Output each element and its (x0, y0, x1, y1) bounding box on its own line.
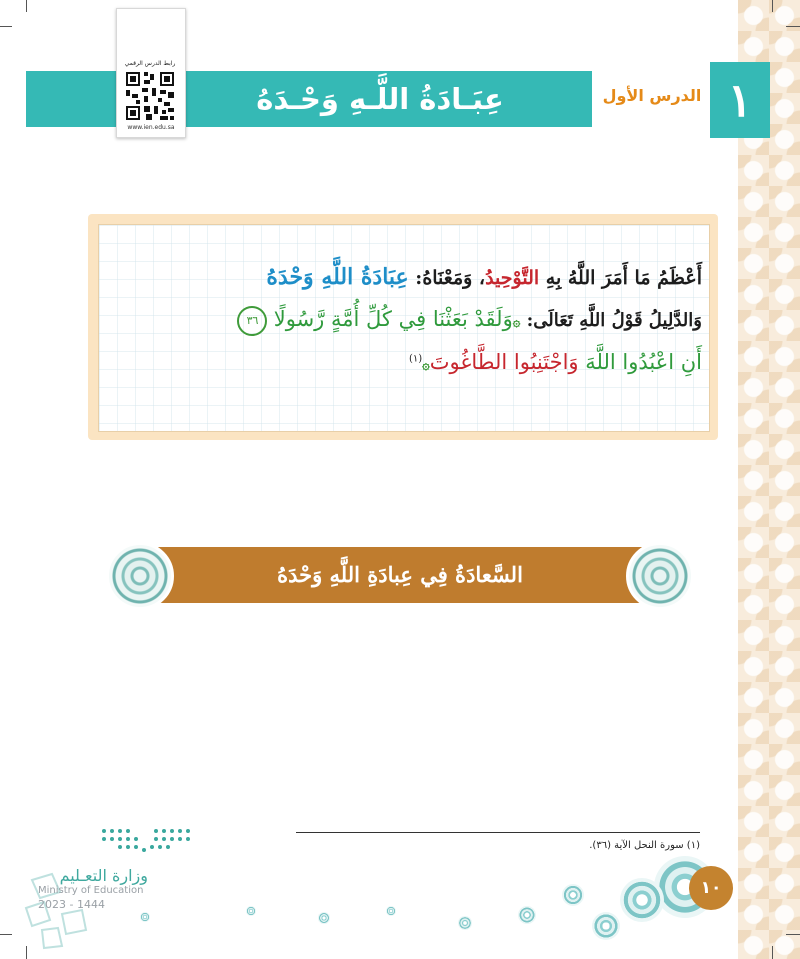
crop-mark (26, 0, 27, 12)
intro-text: أَعْظَمُ مَا أَمَرَ اللَّهُ بِهِ (539, 267, 702, 289)
medallion-left-icon (106, 542, 174, 610)
medallion-right-icon (626, 542, 694, 610)
ministry-name-arabic: وزارة التعـليم (59, 866, 148, 885)
qr-url: www.ien.edu.sa (127, 124, 175, 131)
verse-line-3 (409, 350, 702, 374)
page-number: ١٠ (689, 866, 733, 910)
ayah-number-badge: ٣٦ (237, 306, 267, 336)
lesson-number: ١ (710, 62, 770, 138)
ministry-name-english: Ministry of Education (38, 885, 144, 896)
rosette-icon (592, 912, 620, 940)
tawhid-highlight: التَّوْحِيدُ (485, 267, 540, 289)
evidence-text: وَالدَّلِيلُ قَوْلُ اللَّهِ تَعَالَى: (520, 310, 702, 331)
rosette-icon (318, 912, 330, 924)
section-title: السَّعادَةُ فِي عِبادَةِ اللَّهِ وَحْدَهُ (277, 562, 523, 587)
rosette-icon (386, 906, 396, 916)
crop-mark (0, 26, 12, 27)
qr-caption: رابط الدرس الرقمي (124, 60, 176, 67)
crop-mark (772, 946, 773, 959)
quran-verse-part-2: أَنِ اعْبُدُوا اللَّهَ (585, 350, 702, 374)
rosette-icon (562, 884, 584, 906)
rosette-icon (518, 906, 536, 924)
decorative-pattern-strip (738, 0, 800, 959)
rosette-icon (620, 878, 664, 922)
verse-line-2 (237, 306, 702, 336)
verse-line-1 (266, 264, 702, 290)
qr-code-icon[interactable] (124, 70, 176, 122)
crop-mark (786, 934, 800, 935)
crop-mark (786, 26, 800, 27)
quran-verse-part-1: وَلَقَدْ بَعَثْنَا فِي كُلِّ أُمَّةٍ رَّسُولًا (273, 307, 513, 331)
ornament-open-icon: ۞ (512, 315, 521, 330)
quran-verse-part-3: وَاجْتَنِبُوا الطَّاغُوتَ (429, 350, 586, 374)
meaning-text: ، وَمَعْنَاهُ: (408, 267, 486, 289)
footnote-marker: (١) (408, 353, 423, 365)
lesson-title: عِبَـادَةُ اللَّـهِ وَحْـدَهُ (256, 82, 504, 116)
rosette-icon (458, 916, 472, 930)
footnote-text: (١) سورة النحل الآية (٣٦). (589, 840, 700, 851)
definition-highlight: عِبَادَةُ اللَّهِ وَحْدَهُ (266, 264, 409, 290)
crop-mark (0, 934, 12, 935)
lesson-label: الدرس الأول (602, 86, 702, 105)
rosette-icon (246, 906, 256, 916)
crop-mark (772, 0, 773, 12)
ministry-year: 2023 - 1444 (38, 898, 105, 911)
ministry-logo-dots-icon (96, 826, 196, 860)
rosette-icon (140, 912, 150, 922)
footnote-divider (296, 832, 700, 833)
ornament-close-icon: ۞ (422, 358, 430, 373)
